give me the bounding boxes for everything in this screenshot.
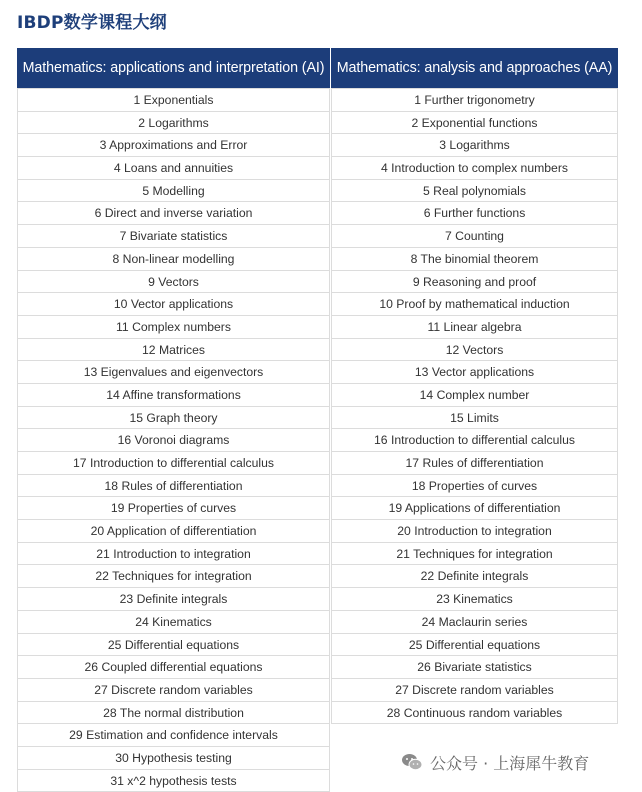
ai-topic-row: 18 Rules of differentiation <box>18 475 329 498</box>
page-title: IBDP数学课程大纲 <box>17 13 167 33</box>
aa-topic-row: 9 Reasoning and proof <box>332 271 617 294</box>
ai-topic-row: 27 Discrete random variables <box>18 679 329 702</box>
ai-topic-row: 24 Kinematics <box>18 611 329 634</box>
watermark-text: 公众号 · 上海犀牛教育 <box>430 753 590 773</box>
aa-topic-row: 4 Introduction to complex numbers <box>332 157 617 180</box>
aa-topic-row: 18 Properties of curves <box>332 475 617 498</box>
ai-topic-row: 26 Coupled differential equations <box>18 656 329 679</box>
ai-topic-row: 25 Differential equations <box>18 634 329 657</box>
ai-topic-row: 31 x^2 hypothesis tests <box>18 770 329 792</box>
ai-topic-row: 3 Approximations and Error <box>18 134 329 157</box>
ai-topic-row: 17 Introduction to differential calculus <box>18 452 329 475</box>
aa-topic-row: 23 Kinematics <box>332 588 617 611</box>
watermark <box>400 750 589 774</box>
aa-topic-row: 19 Applications of differentiation <box>332 497 617 520</box>
ai-column <box>17 48 330 792</box>
aa-topic-row: 8 The binomial theorem <box>332 248 617 271</box>
ai-topic-row: 19 Properties of curves <box>18 497 329 520</box>
ai-topic-row: 14 Affine transformations <box>18 384 329 407</box>
wechat-icon <box>400 750 424 774</box>
aa-topic-row: 7 Counting <box>332 225 617 248</box>
ai-topic-row: 30 Hypothesis testing <box>18 747 329 770</box>
aa-topic-row: 17 Rules of differentiation <box>332 452 617 475</box>
aa-topic-row: 11 Linear algebra <box>332 316 617 339</box>
aa-topic-row: 10 Proof by mathematical induction <box>332 293 617 316</box>
ai-topic-row: 7 Bivariate statistics <box>18 225 329 248</box>
aa-topic-row: 28 Continuous random variables <box>332 702 617 725</box>
ai-topic-row: 5 Modelling <box>18 180 329 203</box>
aa-column <box>331 48 618 724</box>
ai-topic-row: 1 Exponentials <box>18 89 329 112</box>
ai-topic-row: 20 Application of differentiation <box>18 520 329 543</box>
aa-topic-row: 12 Vectors <box>332 339 617 362</box>
aa-topic-row: 1 Further trigonometry <box>332 89 617 112</box>
aa-topic-row: 2 Exponential functions <box>332 112 617 135</box>
ai-rows <box>17 88 330 792</box>
ai-topic-row: 9 Vectors <box>18 271 329 294</box>
ai-topic-row: 16 Voronoi diagrams <box>18 429 329 452</box>
aa-header: Mathematics: analysis and approaches (AA) <box>331 48 618 88</box>
aa-topic-row: 3 Logarithms <box>332 134 617 157</box>
aa-topic-row: 22 Definite integrals <box>332 565 617 588</box>
ai-topic-row: 4 Loans and annuities <box>18 157 329 180</box>
aa-rows <box>331 88 618 724</box>
aa-topic-row: 24 Maclaurin series <box>332 611 617 634</box>
ai-topic-row: 22 Techniques for integration <box>18 565 329 588</box>
ai-header: Mathematics: applications and interpretation (AI) <box>17 48 330 88</box>
aa-topic-row: 5 Real polynomials <box>332 180 617 203</box>
aa-topic-row: 14 Complex number <box>332 384 617 407</box>
aa-topic-row: 16 Introduction to differential calculus <box>332 429 617 452</box>
ai-topic-row: 2 Logarithms <box>18 112 329 135</box>
aa-topic-row: 27 Discrete random variables <box>332 679 617 702</box>
aa-topic-row: 26 Bivariate statistics <box>332 656 617 679</box>
aa-topic-row: 21 Techniques for integration <box>332 543 617 566</box>
aa-topic-row: 13 Vector applications <box>332 361 617 384</box>
ai-topic-row: 13 Eigenvalues and eigenvectors <box>18 361 329 384</box>
ai-topic-row: 15 Graph theory <box>18 407 329 430</box>
aa-topic-row: 15 Limits <box>332 407 617 430</box>
ai-topic-row: 28 The normal distribution <box>18 702 329 725</box>
ai-topic-row: 21 Introduction to integration <box>18 543 329 566</box>
ai-topic-row: 11 Complex numbers <box>18 316 329 339</box>
ai-topic-row: 29 Estimation and confidence intervals <box>18 724 329 747</box>
aa-topic-row: 25 Differential equations <box>332 634 617 657</box>
ai-topic-row: 12 Matrices <box>18 339 329 362</box>
ai-topic-row: 6 Direct and inverse variation <box>18 202 329 225</box>
ai-topic-row: 10 Vector applications <box>18 293 329 316</box>
aa-topic-row: 20 Introduction to integration <box>332 520 617 543</box>
ai-topic-row: 8 Non-linear modelling <box>18 248 329 271</box>
aa-topic-row: 6 Further functions <box>332 202 617 225</box>
ai-topic-row: 23 Definite integrals <box>18 588 329 611</box>
